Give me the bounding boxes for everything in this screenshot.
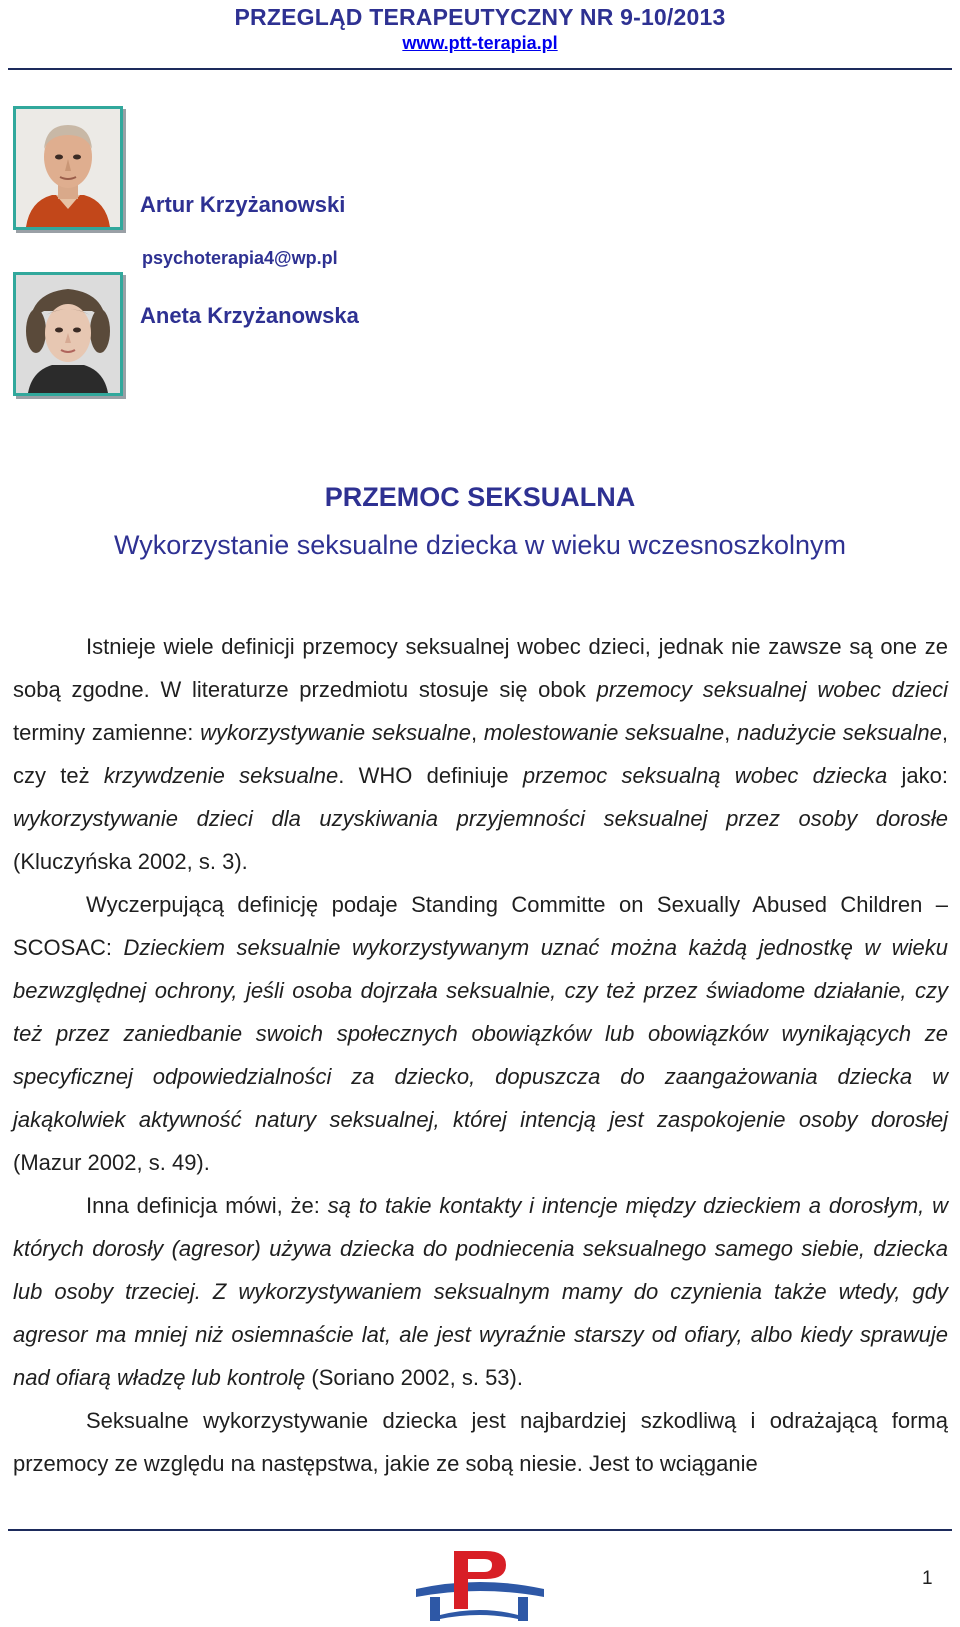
text-run: jako:: [887, 763, 948, 788]
text-run: ,: [470, 720, 484, 745]
author-email-link[interactable]: psychoterapia4@wp.pl: [142, 248, 338, 268]
text-run-italic: molestowanie seksualne: [483, 720, 725, 745]
text-run: terminy zamienne:: [13, 720, 201, 745]
text-run: Inna definicja mówi, że:: [86, 1193, 328, 1218]
author-photo-aneta: [13, 272, 123, 396]
body-paragraph: [13, 1399, 948, 1485]
author-name: Artur Krzyżanowski: [140, 192, 346, 217]
text-run: (Mazur 2002, s. 49).: [13, 1150, 210, 1175]
author-photo-artur: [13, 106, 123, 230]
text-run-italic: nadużycie seksualne: [737, 720, 942, 745]
text-run-italic: przemoc seksualną wobec dziecka: [522, 763, 888, 788]
text-run: , czy też: [13, 720, 948, 788]
text-run: (Soriano 2002, s. 53).: [305, 1365, 523, 1390]
text-run-italic: są to takie kontakty i intencje między dzieckiem a dorosłym, w których dorosły (agresor) używa dziecka do podniecenia seksualnego samego siebie, dziecka lub osoby trzeciej. Z wykorzystywaniem seksualnym mamy do czynienia także wtedy, gdy agresor ma mniej niż osiemnaście lat, ale jest wyraźnie starszy od ofiary, albo kiedy sprawuje nad ofiarą władzę lub kontrolę: [13, 1193, 948, 1390]
text-run-italic: krzywdzenie seksualne: [103, 763, 339, 788]
body-paragraph: [13, 883, 948, 1184]
text-run-italic: przemocy seksualnej wobec dzieci: [596, 677, 948, 702]
body-paragraph: [13, 625, 948, 883]
ptt-logo: [410, 1545, 550, 1627]
journal-url-link[interactable]: www.ptt-terapia.pl: [402, 33, 558, 53]
text-run: Istnieje wiele definicji przemocy seksualnej wobec dzieci, jednak nie zawsze są one ze sobą zgodne. W literaturze przedmiotu stosuje się obok: [13, 634, 948, 702]
body-paragraph: [13, 1184, 948, 1399]
article-subtitle: Wykorzystanie seksualne dziecka w wieku wczesnoszkolnym: [113, 530, 847, 560]
text-run-italic: wykorzystywanie dzieci dla uzyskiwania przyjemności seksualnej przez osoby dorosłe: [13, 806, 948, 831]
footer-divider: [8, 1529, 952, 1531]
article-title: PRZEMOC SEKSUALNA: [324, 482, 636, 512]
text-run: ,: [724, 720, 737, 745]
page-number: 1: [922, 1568, 933, 1589]
text-run: Wyczerpującą definicję podaje Standing Committe on Sexually Abused Children – SCOSAC:: [13, 892, 948, 960]
text-run: (Kluczyńska 2002, s. 3).: [13, 849, 248, 874]
article-body: [13, 625, 948, 1485]
author-name: Aneta Krzyżanowska: [140, 303, 359, 328]
text-run-italic: Dzieckiem seksualnie wykorzystywanym uznać można każdą jednostkę w wieku bezwzględnej ochrony, jeśli osoba dojrzała seksualnie, czy też przez świadome działanie, czy też przez zaniedbanie swoich społecznych obowiązków lub obowiązków wynikających ze specyficznej odpowiedzialności za dziecko, dopuszcza do zaangażowania dziecka w jakąkolwiek aktywność natury seksualnej, której intencją jest zaspokojenie osoby dorosłej: [13, 935, 948, 1132]
journal-title: PRZEGLĄD TERAPEUTYCZNY NR 9-10/2013: [234, 4, 726, 30]
header-divider: [8, 68, 952, 70]
text-run: Seksualne wykorzystywanie dziecka jest najbardziej szkodliwą i odrażającą formą przemocy ze względu na następstwa, jakie ze sobą niesie. Jest to wciąganie: [13, 1408, 948, 1476]
text-run: . WHO definiuje: [338, 763, 523, 788]
text-run-italic: wykorzystywanie seksualne: [200, 720, 471, 745]
